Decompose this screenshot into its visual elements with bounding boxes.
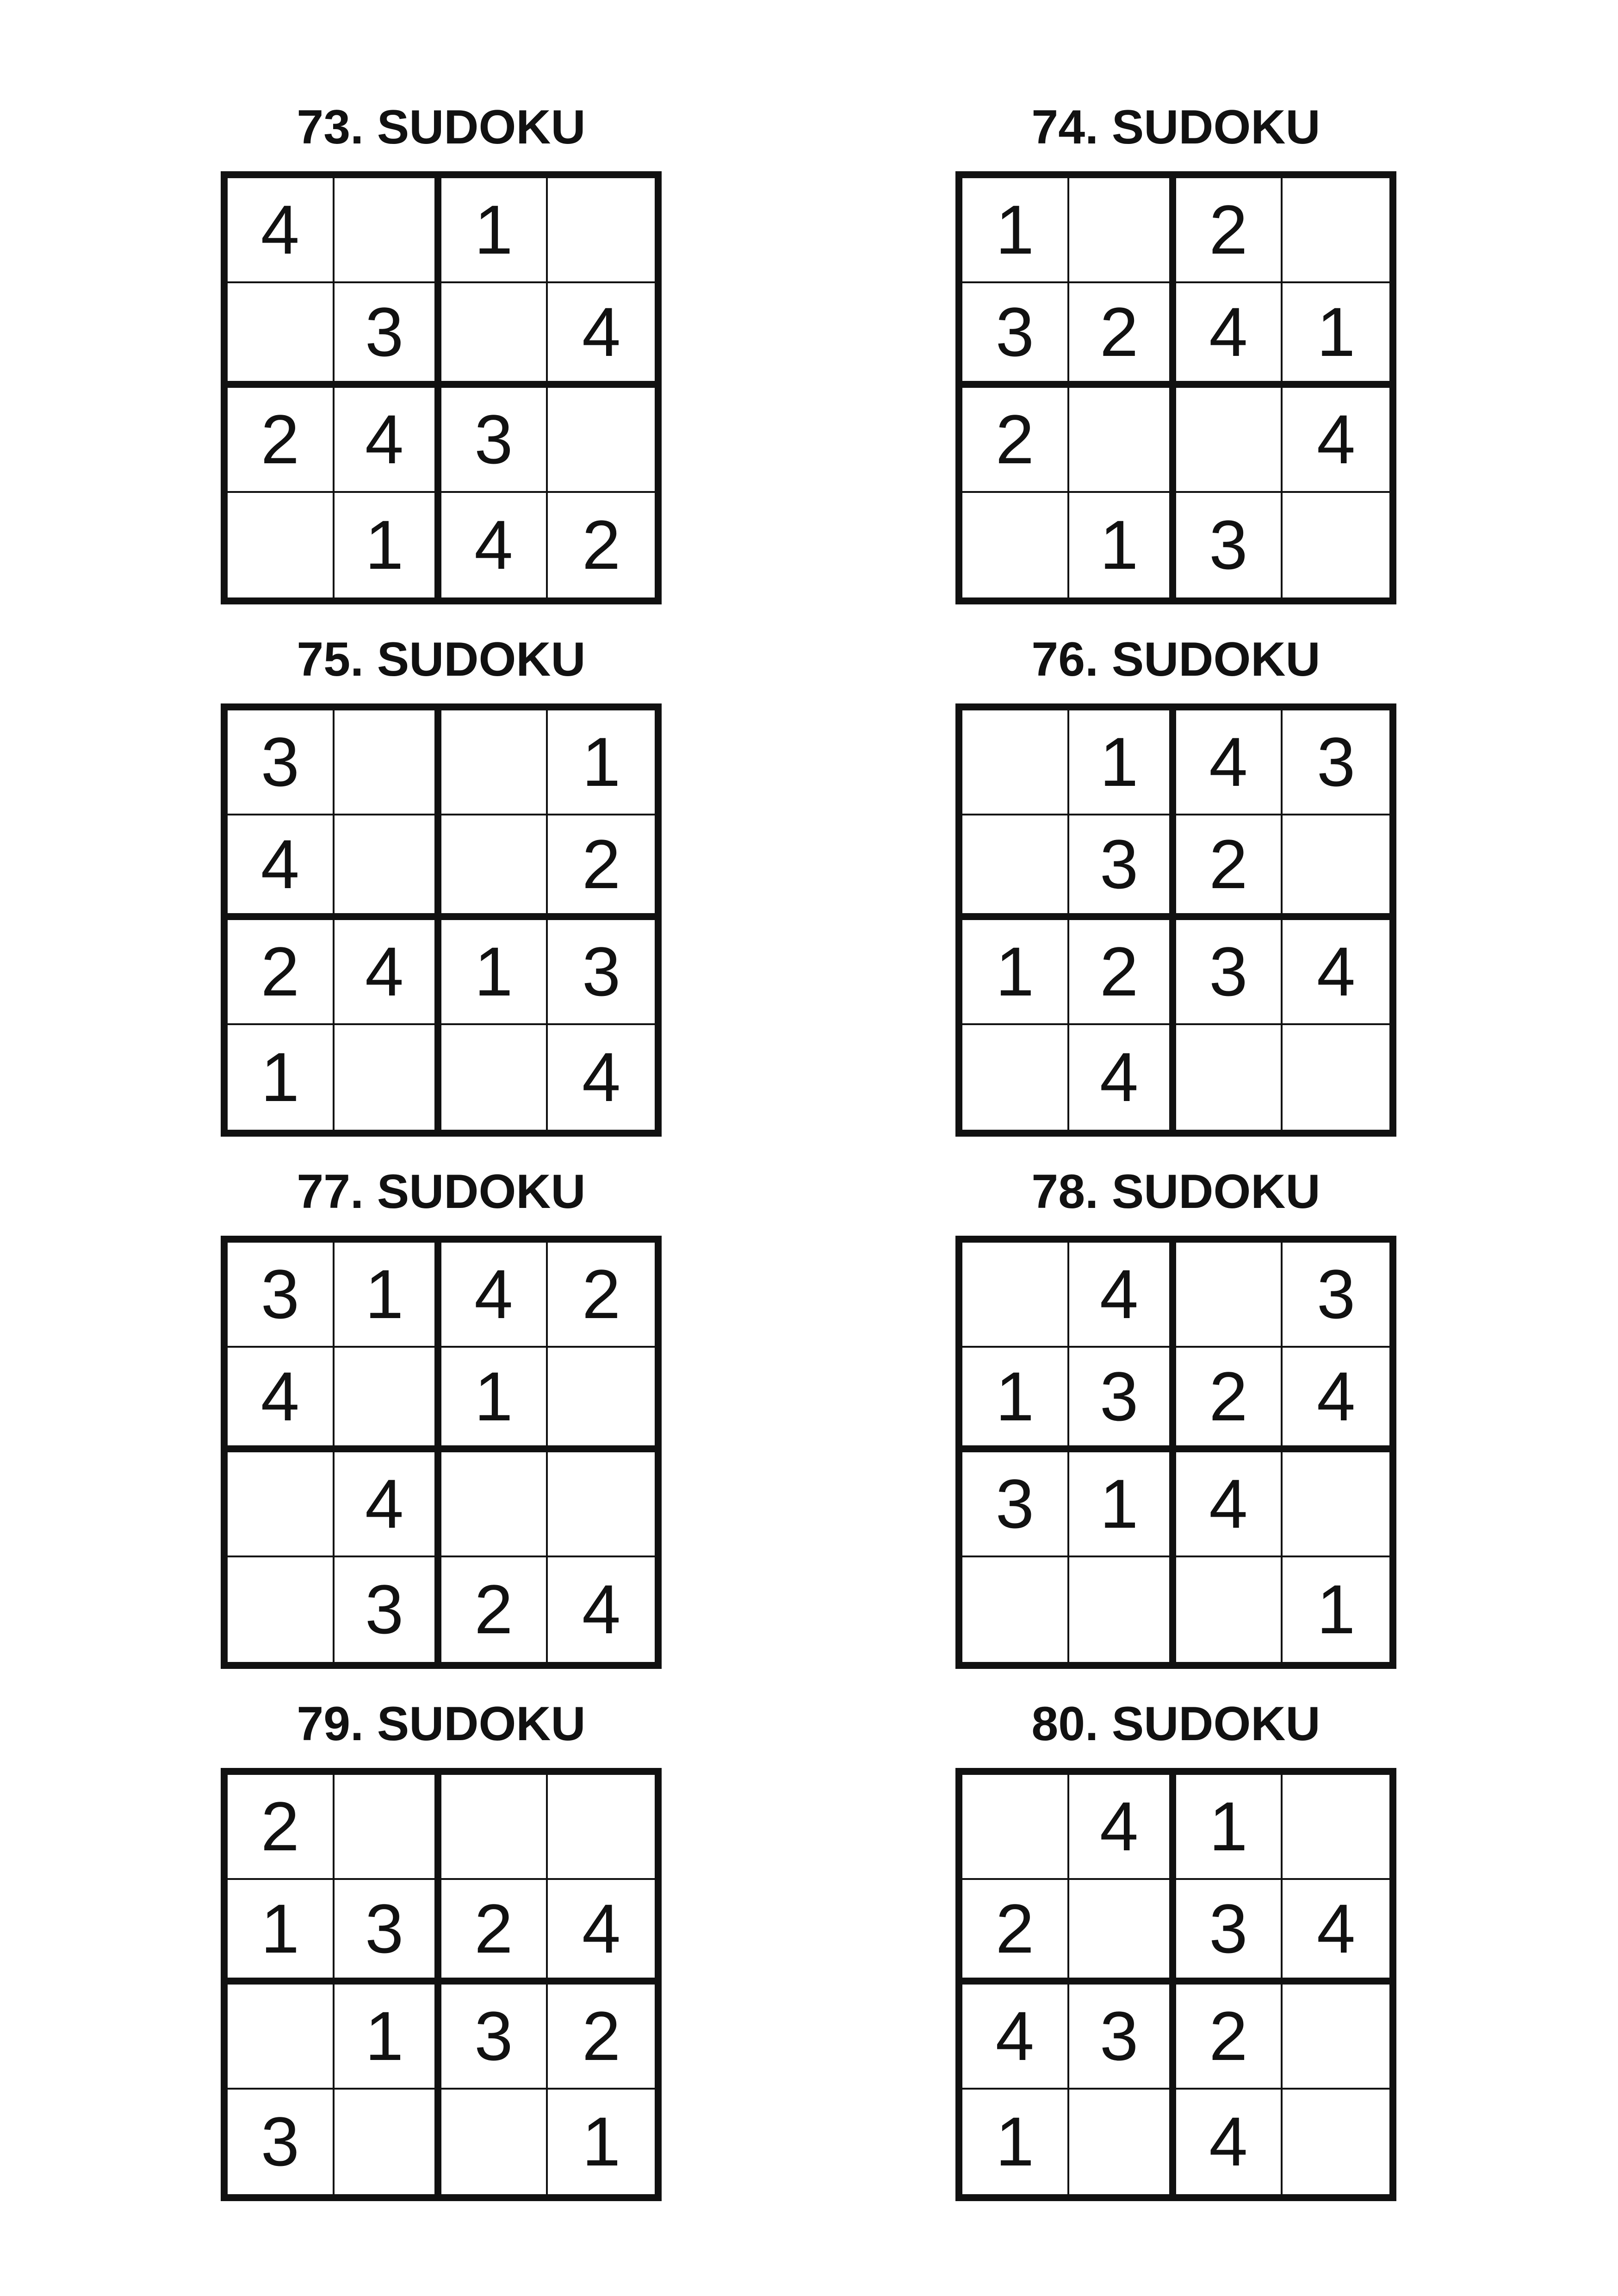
sudoku-cell: [962, 493, 1069, 598]
sudoku-cell: [1283, 1985, 1389, 2090]
sudoku-cell: [441, 1452, 548, 1557]
sudoku-cell: 3: [1069, 815, 1176, 921]
sudoku-cell: 4: [582, 1038, 621, 1116]
sudoku-cell: 1: [962, 178, 1069, 283]
sudoku-cell: 2: [1069, 283, 1176, 388]
sudoku-cell: [1069, 1557, 1176, 1662]
puzzle-title: 74. SUDOKU: [1031, 100, 1320, 154]
sudoku-cell: 1: [962, 2090, 1069, 2195]
sudoku-cell: 4: [1176, 1452, 1283, 1557]
sudoku-grid: [955, 1768, 1396, 2201]
sudoku-cell: [548, 1775, 655, 1880]
sudoku-cell: 4: [335, 920, 441, 1025]
sudoku-cell: 1: [1283, 283, 1389, 388]
puzzle-title: 78. SUDOKU: [1031, 1165, 1320, 1219]
sudoku-cell: [1283, 815, 1389, 921]
sudoku-grid: [955, 703, 1396, 1137]
sudoku-cell: 2: [962, 1880, 1069, 1985]
sudoku-cell: [548, 178, 655, 283]
sudoku-cell: 1: [228, 1025, 335, 1130]
sudoku-grid: [221, 1236, 662, 1669]
sudoku-cell: 3: [962, 1452, 1069, 1557]
sudoku-cell: 2: [1069, 920, 1176, 1025]
sudoku-cell: 1: [1176, 1775, 1283, 1880]
sudoku-cell: [335, 815, 441, 921]
sudoku-cell: [1283, 1025, 1389, 1130]
puzzle-title: 79. SUDOKU: [297, 1697, 586, 1751]
sudoku-cell: 1: [962, 1348, 1069, 1453]
sudoku-cell: 3: [1283, 1243, 1389, 1348]
sudoku-cell: [1176, 1243, 1283, 1348]
sudoku-cell: [228, 1557, 335, 1662]
sudoku-cell: 1: [548, 710, 655, 815]
sudoku-cell: [548, 388, 655, 493]
sudoku-cell: [228, 1452, 335, 1557]
sudoku-cell: 4: [228, 1348, 335, 1453]
sudoku-cell: [962, 1557, 1069, 1662]
sudoku-cell: 2: [548, 1243, 655, 1348]
sudoku-cell: 3: [228, 2090, 335, 2195]
sudoku-cell: 2: [1176, 1985, 1283, 2090]
sudoku-cell: [548, 1348, 655, 1453]
sudoku-cell: 2: [1176, 1348, 1283, 1453]
sudoku-grid: [221, 703, 662, 1137]
sudoku-cell: 3: [335, 1880, 441, 1985]
sudoku-cell: 3: [1283, 710, 1389, 815]
sudoku-cell: 2: [441, 1557, 548, 1662]
sudoku-cell: [335, 1348, 441, 1453]
sudoku-cell: [962, 1775, 1069, 1880]
sudoku-cell: 3: [548, 920, 655, 1025]
sudoku-cell: 1: [441, 1348, 548, 1453]
puzzle-title: 75. SUDOKU: [297, 633, 586, 686]
sudoku-cell: 3: [335, 1557, 441, 1662]
sudoku-cell: 3: [1069, 1985, 1176, 2090]
sudoku-cell: 3: [228, 710, 335, 815]
sudoku-cell: [228, 283, 335, 388]
puzzle-title: 76. SUDOKU: [1031, 633, 1320, 686]
sudoku-cell: [335, 1025, 441, 1130]
sudoku-cell: 4: [1283, 920, 1389, 1025]
sudoku-cell: [441, 2090, 548, 2195]
sudoku-cell: 4: [1176, 283, 1283, 388]
sudoku-cell: 2: [228, 920, 335, 1025]
sudoku-cell: 3: [1176, 920, 1283, 1025]
sudoku-cell: [335, 1775, 441, 1880]
sudoku-cell: 1: [962, 920, 1069, 1025]
sudoku-cell: [1283, 178, 1389, 283]
sudoku-cell: 4: [962, 1985, 1069, 2090]
sudoku-cell: [441, 283, 548, 388]
sudoku-cell: 2: [228, 388, 335, 493]
sudoku-cell: 2: [441, 1880, 548, 1985]
sudoku-grid: [221, 171, 662, 604]
sudoku-cell: 1: [1069, 493, 1176, 598]
sudoku-cell: [228, 493, 335, 598]
sudoku-cell: 4: [1283, 1880, 1389, 1985]
sudoku-cell: 1: [582, 2103, 621, 2181]
sudoku-cell: 2: [962, 388, 1069, 493]
sudoku-cell: 2: [582, 506, 621, 584]
sudoku-grid: [221, 1768, 662, 2201]
sudoku-cell: 1: [335, 1243, 441, 1348]
sudoku-cell: 1: [1316, 1570, 1356, 1649]
sudoku-cell: 4: [548, 1880, 655, 1985]
sudoku-cell: 2: [1176, 815, 1283, 921]
sudoku-cell: [441, 815, 548, 921]
sudoku-cell: 4: [335, 1452, 441, 1557]
sudoku-cell: [441, 1775, 548, 1880]
sudoku-cell: 2: [1176, 178, 1283, 283]
sudoku-cell: [1283, 493, 1389, 598]
sudoku-cell: [1176, 1025, 1283, 1130]
sudoku-cell: 4: [441, 493, 548, 598]
sudoku-cell: 4: [1176, 710, 1283, 815]
sudoku-cell: [962, 1025, 1069, 1130]
sudoku-cell: [962, 710, 1069, 815]
sudoku-grid: [955, 1236, 1396, 1669]
sudoku-cell: 2: [548, 1985, 655, 2090]
sudoku-cell: 1: [1069, 710, 1176, 815]
sudoku-cell: [962, 815, 1069, 921]
sudoku-cell: 4: [335, 388, 441, 493]
sudoku-cell: 4: [1069, 1775, 1176, 1880]
sudoku-cell: 3: [1176, 1880, 1283, 1985]
sudoku-cell: [335, 2090, 441, 2195]
sudoku-cell: [1283, 1452, 1389, 1557]
puzzle-title: 80. SUDOKU: [1031, 1697, 1320, 1751]
sudoku-cell: 2: [228, 1775, 335, 1880]
sudoku-cell: 4: [1069, 1243, 1176, 1348]
sudoku-cell: 3: [962, 283, 1069, 388]
sudoku-cell: 3: [335, 283, 441, 388]
sudoku-cell: 1: [1069, 1452, 1176, 1557]
sudoku-cell: [1069, 1880, 1176, 1985]
sudoku-grid: [955, 171, 1396, 604]
sudoku-cell: [335, 178, 441, 283]
sudoku-cell: [1176, 388, 1283, 493]
sudoku-cell: [335, 710, 441, 815]
sudoku-cell: 3: [1069, 1348, 1176, 1453]
sudoku-cell: 1: [335, 493, 441, 598]
sudoku-cell: [1069, 178, 1176, 283]
sudoku-cell: 3: [228, 1243, 335, 1348]
sudoku-cell: 1: [335, 1985, 441, 2090]
sudoku-cell: 3: [1176, 493, 1283, 598]
sudoku-cell: 4: [228, 815, 335, 921]
sudoku-cell: [1176, 1557, 1283, 1662]
sudoku-cell: 4: [441, 1243, 548, 1348]
sudoku-cell: 3: [441, 388, 548, 493]
sudoku-cell: 2: [548, 815, 655, 921]
sudoku-cell: [1069, 2090, 1176, 2195]
sudoku-cell: [548, 1452, 655, 1557]
sudoku-cell: 1: [441, 920, 548, 1025]
sudoku-cell: [441, 710, 548, 815]
sudoku-cell: 1: [228, 1880, 335, 1985]
sudoku-cell: 4: [1283, 1348, 1389, 1453]
sudoku-cell: 4: [548, 283, 655, 388]
sudoku-cell: [441, 1025, 548, 1130]
sudoku-cell: 4: [1069, 1025, 1176, 1130]
sudoku-cell: 1: [441, 178, 548, 283]
sudoku-cell: 4: [582, 1570, 621, 1649]
sudoku-cell: [962, 1243, 1069, 1348]
sudoku-cell: [1069, 388, 1176, 493]
sudoku-cell: 4: [1283, 388, 1389, 493]
sudoku-cell: [228, 1985, 335, 2090]
sudoku-cell: 4: [228, 178, 335, 283]
sudoku-cell: 4: [1176, 2090, 1283, 2195]
puzzle-title: 73. SUDOKU: [297, 100, 586, 154]
puzzle-title: 77. SUDOKU: [297, 1165, 586, 1219]
sudoku-cell: 3: [441, 1985, 548, 2090]
sudoku-cell: [1283, 1775, 1389, 1880]
sudoku-cell: [1283, 2090, 1389, 2195]
